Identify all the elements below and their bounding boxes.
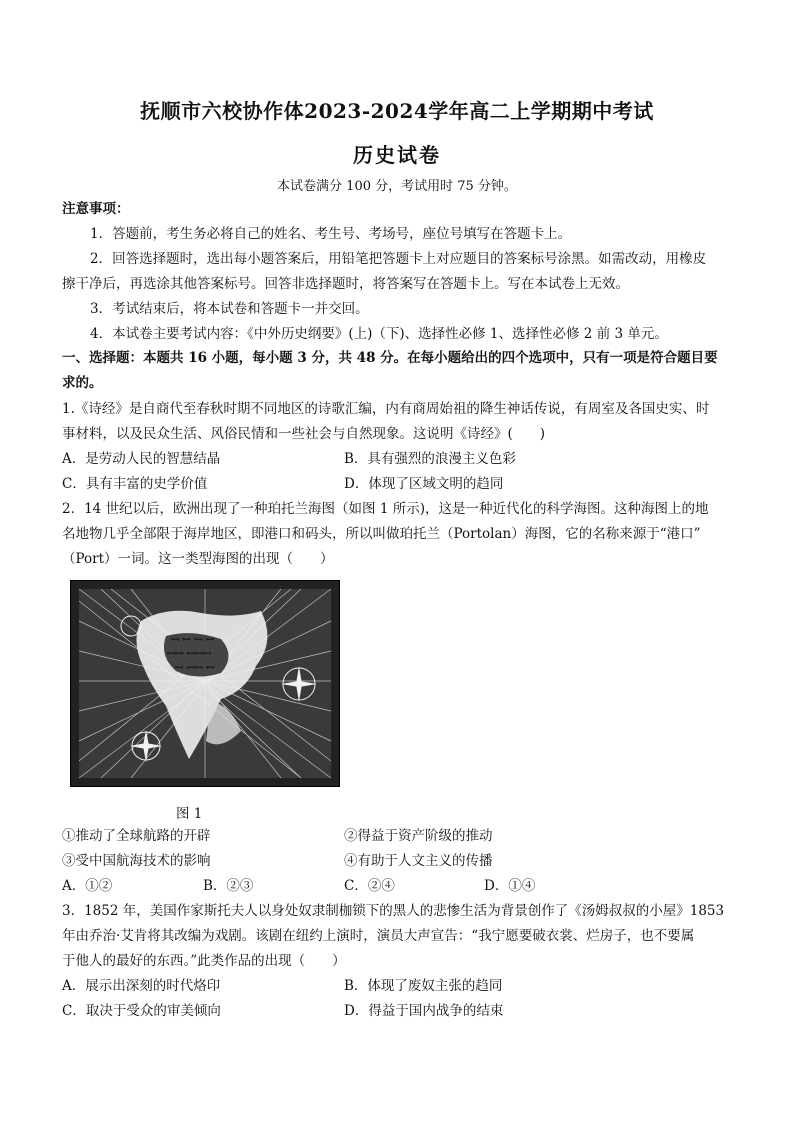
q2-statement-4: ④有助于人文主义的传播 [344,853,493,869]
notes-heading: 注意事项： [62,201,130,217]
question-2-stem-cont: 名地物几乎全部限于海岸地区，即港口和码头，所以叫做珀托兰（Portolan）海图，它的名称来源于“港口” [62,526,701,542]
note-item: 1．答题前，考生务必将自己的姓名、考生号、考场号，座位号填写在答题卡上。 [90,226,572,242]
portolan-chart-image [70,580,340,787]
exam-info: 本试卷满分 100 分，考试用时 75 分钟。 [277,179,517,194]
note-item: 擦干净后，再选涂其他答案标号。回答非选择题时，将答案写在答题卡上。写在本试卷上无效。 [62,276,629,292]
svg-text:ꟷꟷ ꟷꟷꟷ: ꟷꟷ ꟷꟷꟷ [167,649,212,660]
exam-title: 抚顺市六校协作体2023-2024学年高二上学期期中考试 [140,99,654,123]
q3-option-a: A．展示出深刻的时代烙印 [62,978,221,994]
note-item: 4．本试卷主要考试内容：《中外历史纲要》(上)（下)、选择性必修 1、选择性必修 2 前 3 单元。 [90,326,668,342]
q1-option-a: A．是劳动人民的智慧结晶 [62,451,221,467]
question-3-stem-cont: 于他人的最好的东西。”此类作品的出现（ ） [62,953,346,969]
section-heading-cont: 求的。 [62,375,103,391]
q2-statement-3: ③受中国航海技术的影响 [62,853,211,869]
q1-option-d: D．体现了区域文明的趋同 [344,476,504,492]
q2-option-c: C．②④ [344,878,395,894]
q1-option-b: B．具有强烈的浪漫主义色彩 [344,451,516,467]
q2-statement-1: ①推动了全球航路的开辟 [62,828,211,844]
q2-option-d: D．①④ [484,878,536,894]
note-item: 3．考试结束后，将本试卷和答题卡一并交回。 [90,301,369,317]
q3-option-d: D．得益于国内战争的结束 [344,1003,504,1019]
question-2-stem-cont: （Port）一词。这一类型海图的出现（ ） [62,551,334,567]
exam-subtitle: 历史试卷 [353,143,441,167]
q1-option-c: C．具有丰富的史学价值 [62,476,208,492]
question-1-stem-cont: 事材料，以及民众生活、风俗民情和一些社会与自然现象。这说明《诗经》( ) [62,426,546,442]
question-3-stem-cont: 年由乔治·艾肯将其改编为戏剧。该剧在纽约上演时，演员大声宣告：“我宁愿要破衣裳、烂房子，也不要属 [62,928,695,944]
section-heading: 一、选择题：本题共 16 小题，每小题 3 分，共 48 分。在每小题给出的四个选项中，只有一项是符合题目要 [62,350,718,366]
q3-option-b: B．体现了废奴主张的趋同 [344,978,503,994]
note-item: 2．回答选择题时，选出每小题答案后，用铅笔把答题卡上对应题目的答案标号涂黑。如需改动，用橡皮 [90,251,707,267]
q3-option-c: C．取决于受众的审美倾向 [62,1003,221,1019]
question-1-stem: 1.《诗经》是自商代至春秋时期不同地区的诗歌汇编，内有商周始祖的降生神话传说，有周室及各国史实、时 [62,401,710,417]
question-3-stem: 3．1852 年，美国作家斯托夫人以身处奴隶制枷锁下的黑人的悲惨生活为背景创作了《汤姆叔叔的小屋》1853 [62,903,725,919]
q2-option-a: A．①② [62,878,113,894]
svg-text:ꟷ ꟷ ꟷ ꟷ: ꟷ ꟷ ꟷ ꟷ [171,635,215,646]
q2-statement-2: ②得益于资产阶级的推动 [344,828,493,844]
figure-1-caption: 图 1 [176,806,203,822]
q2-option-b: B．②③ [203,878,254,894]
question-2-stem: 2．14 世纪以后，欧洲出现了一种珀托兰海图（如图 1 所示)，这是一种近代化的科学海图。这种海图上的地 [62,501,709,517]
svg-text:ꟷ ꟷꟷ ꟷ: ꟷ ꟷꟷ ꟷ [175,663,215,674]
